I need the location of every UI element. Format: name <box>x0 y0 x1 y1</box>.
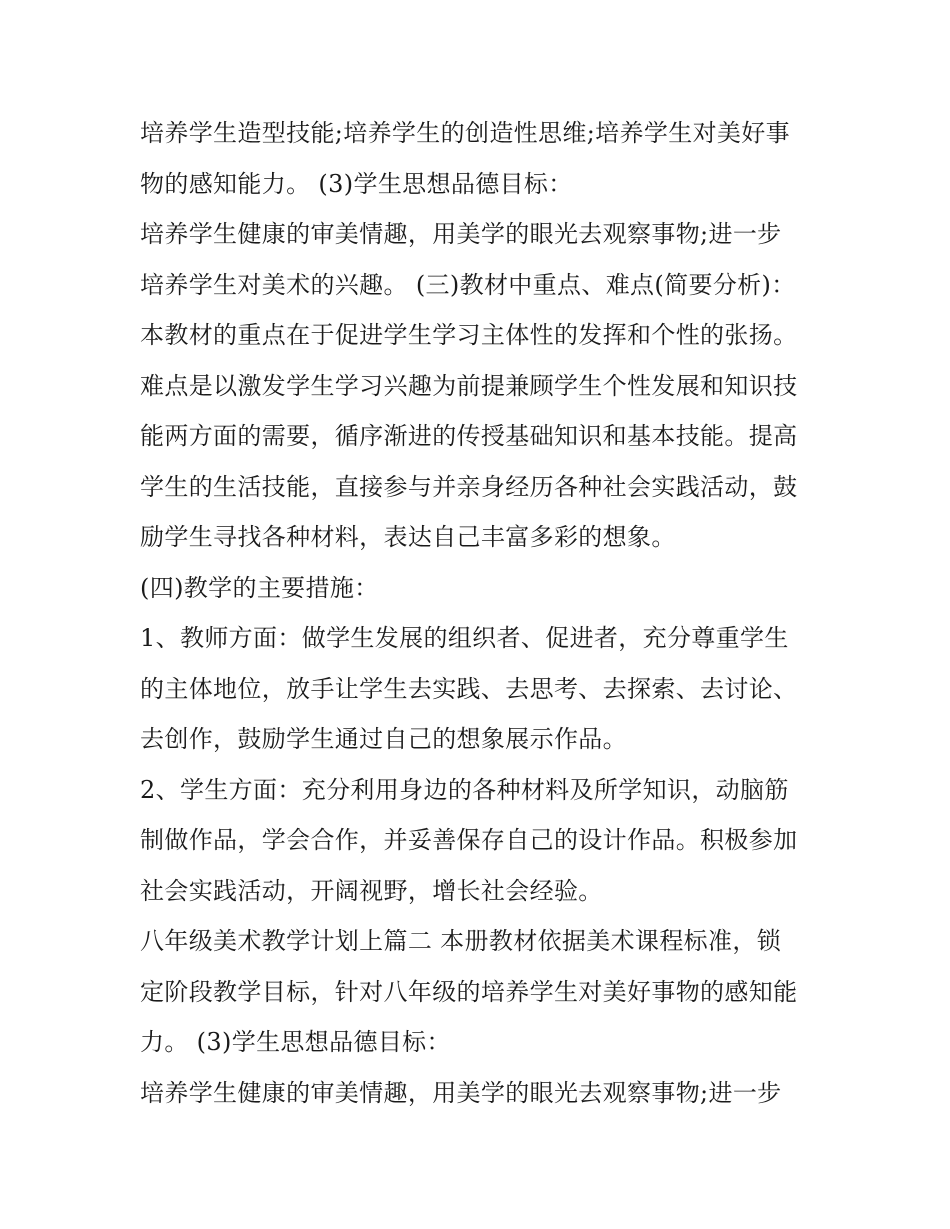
text-line: 励学生寻找各种材料，表达自己丰富多彩的想象。 <box>140 523 676 551</box>
text-line: 学生的生活技能，直接参与并亲身经历各种社会实践活动，鼓 <box>140 472 798 501</box>
text-line: 定阶段教学目标，针对八年级的培养学生对美好事物的感知能 <box>140 977 798 1006</box>
text-line: 培养学生健康的审美情趣，用美学的眼光去观察事物;进一步 <box>140 220 782 248</box>
text-line: 去创作，鼓励学生通过自己的想象展示作品。 <box>140 725 627 753</box>
text-line: 培养学生对美术的兴趣。 (三)教材中重点、难点(简要分析)： <box>140 270 796 299</box>
text-line: 2、学生方面：充分利用身边的各种材料及所学知识，动脑筋 <box>140 775 789 804</box>
document-body <box>140 108 830 1118</box>
text-line: 八年级美术教学计划上篇二 本册教材依据美术课程标准，锁 <box>140 927 782 955</box>
text-line: 难点是以激发学生学习兴趣为前提兼顾学生个性发展和知识技 <box>140 371 798 400</box>
text-line: 1、教师方面：做学生发展的组织者、促进者，充分尊重学生 <box>140 624 789 652</box>
text-line: 力。 (3)学生思想品德目标： <box>140 1028 451 1056</box>
text-line: 的主体地位，放手让学生去实践、去思考、去探索、去讨论、 <box>140 674 798 703</box>
text-line: 制做作品，学会合作，并妥善保存自己的设计作品。积极参加 <box>140 826 798 854</box>
text-line: 能两方面的需要，循序渐进的传授基础知识和基本技能。提高 <box>140 422 798 450</box>
text-line: 社会实践活动，开阔视野，增长社会经验。 <box>140 876 603 905</box>
text-line: 本教材的重点在于促进学生学习主体性的发挥和个性的张扬。 <box>140 321 798 349</box>
text-line: 物的感知能力。 (3)学生思想品德目标： <box>140 169 573 198</box>
text-line: 培养学生健康的审美情趣，用美学的眼光去观察事物;进一步 <box>140 1078 782 1107</box>
section-heading: (四)教学的主要措施： <box>140 573 379 602</box>
text-line: 培养学生造型技能;培养学生的创造性思维;培养学生对美好事 <box>140 119 790 147</box>
